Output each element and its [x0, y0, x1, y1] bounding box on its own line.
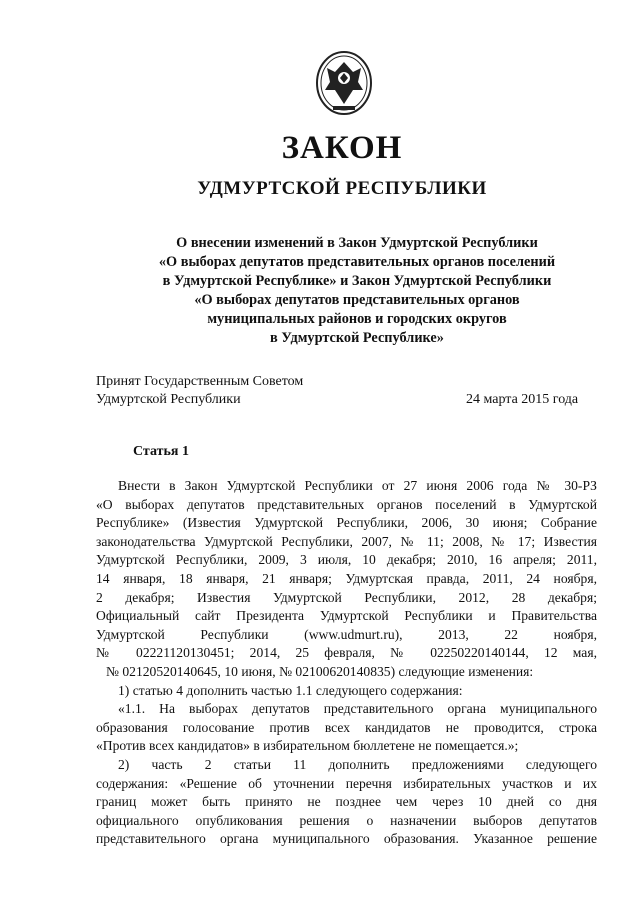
body-line: «Против всех кандидатов» в избирательном бюллетене не помещается.»; [96, 738, 519, 754]
adoption-line: Принят Государственным Советом [96, 374, 304, 389]
body-line: «О выборах депутатов представительных органов поселений в Удмуртской [96, 496, 597, 512]
body-line: № 02120520140645, 10 июня, № 02100620140835) следующие изменения: [106, 663, 534, 679]
document-subtitle: УДМУРТСКОЙ РЕСПУБЛИКИ [197, 178, 487, 199]
heading-line: муниципальных районов и городских округов [207, 311, 507, 327]
body-line: 14 января, 18 января, 21 января; Удмуртская правда, 2011, 24 ноября, [96, 570, 597, 586]
body-line: границ может быть принято не позднее чем через 10 дней со дня [96, 794, 597, 810]
body-line: Удмуртской Республики, 2009, 3 июля, 10 декабря; 2010, 16 апреля; 2011, [96, 552, 597, 568]
heading-line: О внесении изменений в Закон Удмуртской Республики [176, 235, 538, 251]
document-title: ЗАКОН [281, 130, 403, 166]
heading-line: «О выборах депутатов представительных органов [194, 292, 520, 308]
heading-line: в Удмуртской Республике» и Закон Удмуртской Республики [162, 273, 552, 289]
body-line: 1) статью 4 дополнить частью 1.1 следующего содержания: [118, 682, 463, 698]
body-line: 2) часть 2 статьи 11 дополнить предложениями следующего [118, 756, 597, 772]
body-line: Республике» (Известия Удмуртской Республики, 2006, 30 июня; Собрание [96, 515, 597, 531]
body-line: содержания: «Решение об уточнении перечня избирательных участков и их [96, 775, 597, 791]
heading-line: в Удмуртской Республике» [270, 330, 444, 346]
adoption-statement [96, 373, 303, 409]
body-line: Удмуртской Республики (www.udmurt.ru), 2013, 22 ноября, [96, 626, 597, 642]
adoption-date: 24 марта 2015 года [466, 392, 579, 407]
article-title: Статья 1 [133, 444, 189, 459]
body-line: Официальный сайт Президента Удмуртской Республики и Правительства [96, 608, 597, 624]
body-line: законодательства Удмуртской Республики, 2007, № 11; 2008, № 17; Известия [96, 533, 597, 549]
body-line: Внести в Закон Удмуртской Республики от 27 июня 2006 года № 30-РЗ [118, 478, 597, 493]
body-line: № 02221120130451; 2014, 25 февраля, № 02250220140144, 12 мая, [96, 645, 597, 661]
body-line: представительного органа муниципального образования. Указанное решение [96, 831, 597, 847]
article-body [96, 477, 597, 849]
body-line: «1.1. На выборах депутатов представительного органа муниципального [118, 701, 597, 717]
law-heading [92, 234, 622, 348]
body-line: образования голосование против всех кандидатов не проводится, строка [96, 719, 597, 735]
body-line: официального опубликования решения о назначении выборов депутатов [96, 812, 597, 828]
adoption-line: Удмуртской Республики [96, 392, 241, 407]
heading-line: «О выборах депутатов представительных органов поселений [158, 254, 556, 270]
coat-of-arms-icon [313, 50, 375, 120]
body-line: 2 декабря; Известия Удмуртской Республики, 2012, 28 декабря; [96, 589, 597, 605]
